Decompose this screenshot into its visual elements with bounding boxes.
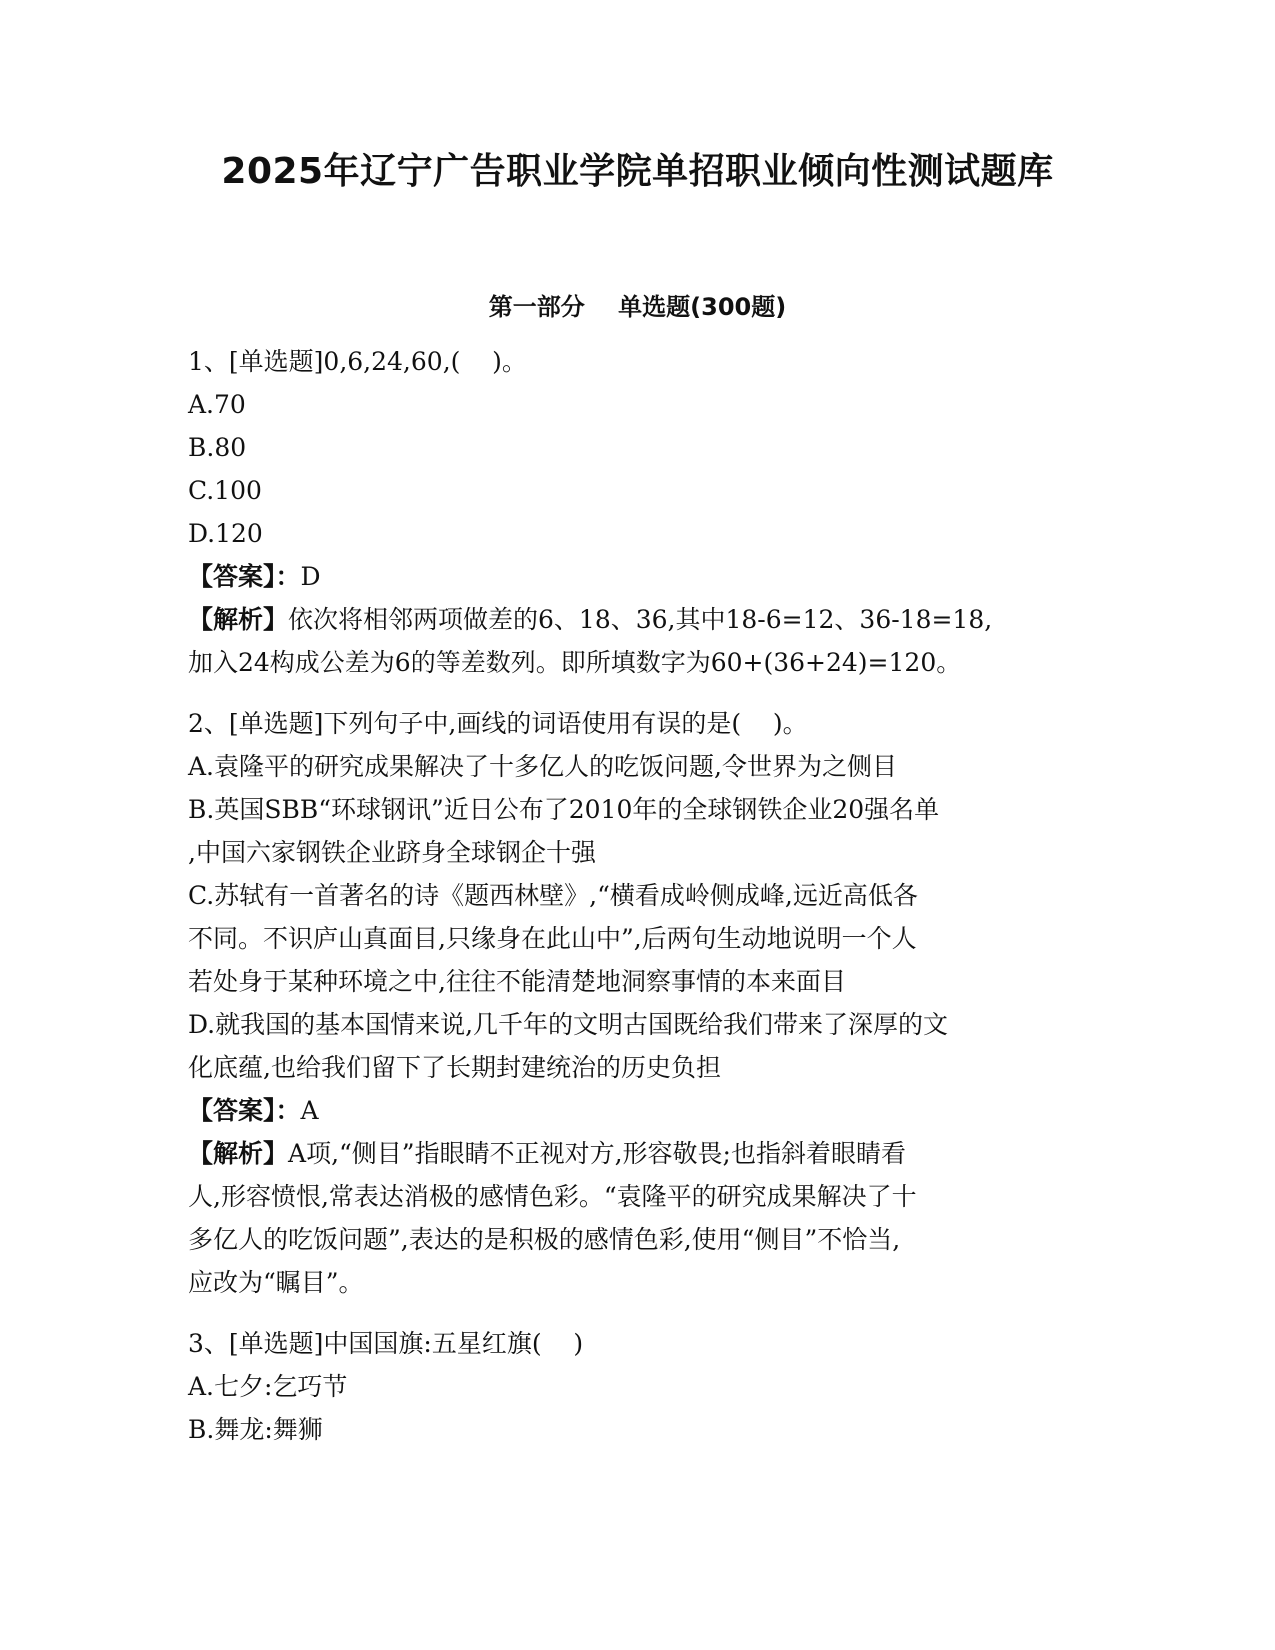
- analysis-label: 【解析】: [188, 1139, 289, 1168]
- document-title: 2025年辽宁广告职业学院单招职业倾向性测试题库: [221, 151, 1054, 192]
- question-list: [188, 340, 1088, 1469]
- answer-line: [188, 1089, 1088, 1132]
- question-1: [188, 340, 1088, 684]
- option-a: A.七夕:乞巧节: [188, 1372, 348, 1401]
- section-title: 第一部分 单选题(300题): [488, 293, 787, 321]
- analysis-line-3: 多亿人的吃饭问题”,表达的是积极的感情色彩,使用“侧目”不恰当,: [188, 1225, 901, 1254]
- analysis-label: 【解析】: [188, 605, 289, 634]
- question-stem: 1、[单选题]0,6,24,60,( )。: [188, 347, 527, 376]
- analysis-line-4: 应改为“瞩目”。: [188, 1268, 364, 1297]
- analysis-text: A项,“侧目”指眼睛不正视对方,形容敬畏;也指斜着眼睛看: [288, 1139, 906, 1168]
- option-b: B.80: [188, 433, 247, 462]
- question-2: [188, 702, 1088, 1304]
- analysis-text: 依次将相邻两项做差的6、18、36,其中18-6=12、36-18=18,: [288, 605, 993, 634]
- answer-label: 【答案】：: [188, 562, 301, 591]
- answer-value: A: [300, 1096, 319, 1125]
- answer-label: 【答案】：: [188, 1096, 301, 1125]
- option-d: D.120: [188, 519, 263, 548]
- analysis-line-1: [188, 598, 1088, 641]
- option-c: C.苏轼有一首著名的诗《题西林壁》,“横看成岭侧成峰,远近高低各 不同。不识庐山真面目,只缘身在此山中”,后两句生动地说明一个人 若处身于某种环境之中,往往不能清楚地洞察事情的本来面目: [188, 881, 918, 996]
- answer-value: D: [300, 562, 321, 591]
- option-a: A.70: [188, 390, 246, 419]
- analysis-line-2: 加入24构成公差为6的等差数列。即所填数字为60+(36+24)=120。: [188, 648, 962, 677]
- option-b: B.英国SBB“环球钢讯”近日公布了2010年的全球钢铁企业20强名单 ,中国六家钢铁企业跻身全球钢企十强: [188, 795, 940, 867]
- option-a: A.袁隆平的研究成果解决了十多亿人的吃饭问题,令世界为之侧目: [188, 752, 897, 781]
- option-d: D.就我国的基本国情来说,几千年的文明古国既给我们带来了深厚的文 化底蕴,也给我们留下了长期封建统治的历史负担: [188, 1010, 949, 1082]
- analysis-line-2: 人,形容愤恨,常表达消极的感情色彩。“袁隆平的研究成果解决了十: [188, 1182, 917, 1211]
- option-b: B.舞龙:舞狮: [188, 1415, 323, 1444]
- question-stem: 2、[单选题]下列句子中,画线的词语使用有误的是( )。: [188, 709, 808, 738]
- analysis-line-1: [188, 1132, 1088, 1175]
- question-3: [188, 1322, 1088, 1451]
- answer-line: [188, 555, 1088, 598]
- option-c: C.100: [188, 476, 262, 505]
- question-stem: 3、[单选题]中国国旗:五星红旗( ): [188, 1329, 584, 1358]
